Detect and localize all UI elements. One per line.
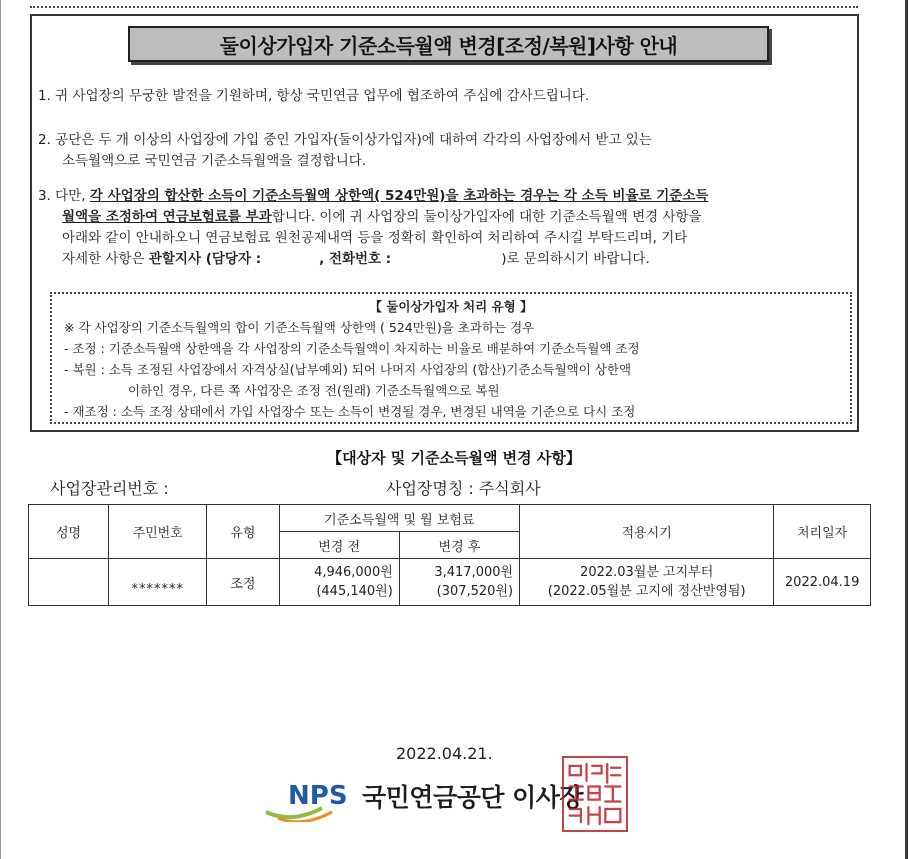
processing-types-note: ※ 각 사업장의 기준소득월액의 합이 기준소득월액 상한액 ( 524만원)을 초과하는 경우 — [64, 320, 535, 335]
type-adjust: - 조정 : 기준소득월액 상한액을 각 사업장의 기준소득월액이 차지하는 비율로 배분하여 기준소득월액 조정 — [64, 341, 640, 356]
header-type: 유형 — [207, 505, 279, 559]
type-restore-line-2: 이하인 경우, 다른 쪽 사업장은 조정 전(원래) 기준소득월액으로 복원 — [128, 383, 500, 398]
apply-period-line-1: 2022.03월분 고지부터 — [580, 565, 714, 580]
cell-resident-no — [109, 559, 207, 606]
before-income: 4,946,000원 — [314, 565, 393, 580]
resident-no-masked: ******* — [131, 581, 184, 597]
cell-type: 조정 — [207, 559, 279, 606]
section-title: 【대상자 및 기준소득월액 변경 사항】 — [327, 449, 581, 467]
cell-before — [279, 559, 399, 606]
type-readjust: - 재조정 : 소득 조정 상태에서 가입 사업장수 또는 소득이 변경될 경우, 변경된 내역을 기준으로 다시 조정 — [64, 404, 636, 419]
apply-period-line-2: (2022.05월분 고지에 정산반영됨) — [547, 584, 746, 599]
paragraph-3-emphasis-2: 월액을 조정하여 연금보험료를 부과 — [62, 209, 272, 225]
paragraph-2 — [38, 130, 652, 172]
paragraph-3-line-4 — [38, 249, 708, 270]
after-income: 3,417,000원 — [434, 565, 514, 580]
phone-label: , 전화번호 : — [319, 251, 392, 267]
header-before: 변경 전 — [279, 532, 399, 559]
paragraph-3-prefix: 3. 다만, — [38, 188, 90, 204]
issue-date: 2022.04.21. — [396, 744, 493, 763]
paragraph-3-emphasis-1: 각 사업장의 합산한 소득이 기준소득월액 상한액( 524만원)을 초과하는 경우는 각 소득 비율로 기준소득 — [89, 188, 709, 204]
paragraph-3 — [38, 186, 708, 270]
cell-apply-period — [520, 559, 774, 606]
notice-title: 둘이상가입자 기준소득월액 변경[조정/복원]사항 안내 — [128, 26, 769, 62]
paragraph-2-line-1: 2. 공단은 두 개 이상의 사업장에 가입 중인 가입자(둘이상가입자)에 대하여 각각의 사업장에서 받고 있는 — [38, 132, 652, 148]
branch-contact-label: 관할지사 (담당자 : — [148, 251, 262, 267]
cell-processed-date: 2022.04.19 — [774, 559, 871, 606]
cell-name — [29, 559, 109, 606]
cell-after — [399, 559, 519, 606]
header-name: 성명 — [29, 505, 109, 559]
paragraph-1: 1. 귀 사업장의 무궁한 발전을 기원하며, 항상 국민연금 업무에 협조하여 주심에 감사드립니다. — [38, 88, 590, 104]
change-table — [28, 504, 871, 606]
top-dotted-divider — [30, 6, 858, 8]
notice-box — [30, 14, 859, 432]
type-restore-line-1: - 복원 : 소득 조정된 사업장에서 자격상실(납부예외) 되어 나머지 사업장의 (합산)기준소득월액이 상한액 — [64, 362, 632, 377]
workplace-name-label: 사업장명칭 : 주식회사 — [386, 479, 541, 498]
paragraph-2-line-2: 소득월액으로 국민연금 기준소득월액을 결정합니다. — [62, 153, 367, 169]
processing-types-title: 【 둘이상가입자 처리 유형 】 — [369, 299, 533, 314]
paragraph-3-line-2 — [38, 207, 708, 228]
processing-types-box — [50, 292, 852, 424]
before-premium: (445,140원) — [316, 584, 393, 599]
header-after: 변경 후 — [399, 532, 519, 559]
nps-logo-text: NPS — [288, 781, 348, 811]
paragraph-3-line-4-end: )로 문의하시기 바랍니다. — [501, 251, 650, 267]
paragraph-3-line-3: 아래와 같이 안내하오니 연금보험료 원천공제내역 등을 정확히 확인하여 처리하여 주시길 부탁드리며, 기타 — [62, 230, 688, 246]
table-row — [29, 559, 871, 606]
nps-logo — [262, 772, 362, 822]
signature-block — [262, 772, 642, 822]
org-signature: 국민연금공단 이사장 — [362, 783, 584, 812]
paragraph-3-line-1 — [38, 186, 708, 207]
after-premium: (307,520원) — [436, 584, 514, 599]
header-apply-period: 적용시기 — [520, 505, 774, 559]
header-processed-date: 처리일자 — [774, 505, 871, 559]
official-seal — [562, 756, 628, 832]
paragraph-3-line-2-rest: 합니다. 이에 귀 사업장의 둘이상가입자에 대한 기준소득월액 변경 사항을 — [271, 209, 702, 225]
page-left-edge — [0, 0, 1, 859]
paragraph-3-line-4-a: 자세한 사항은 — [62, 251, 149, 267]
header-resident-no: 주민번호 — [109, 505, 207, 559]
workplace-number-label: 사업장관리번호 : — [50, 479, 169, 498]
header-income-group: 기준소득월액 및 월 보험료 — [279, 505, 520, 532]
